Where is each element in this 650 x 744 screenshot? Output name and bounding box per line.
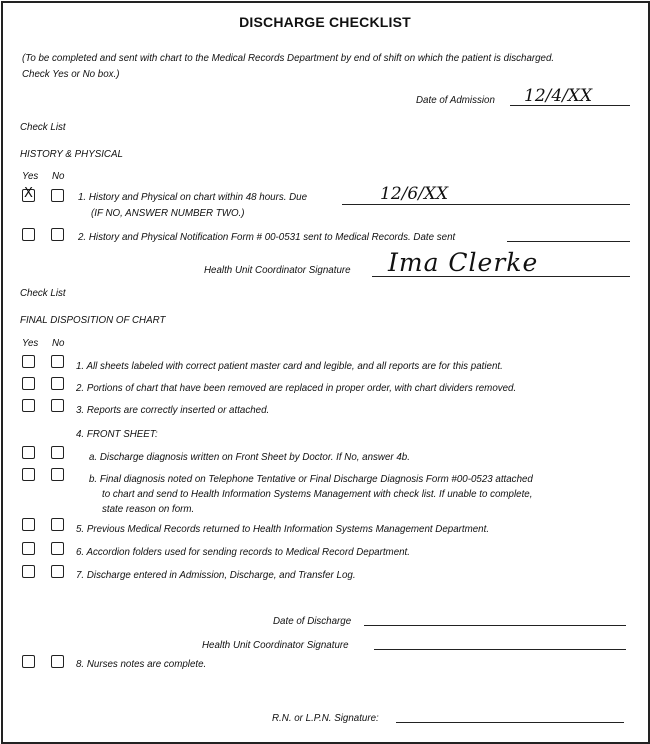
rn-signature-label: R.N. or L.P.N. Signature: bbox=[272, 712, 379, 724]
fd-hu-signature-label: Health Unit Coordinator Signature bbox=[202, 639, 349, 651]
hp-item1-text: 1. History and Physical on chart within 48 hours. Due bbox=[78, 191, 308, 203]
hp-signature-value: Ima Clerke bbox=[388, 248, 539, 277]
fd-item4a-yes-checkbox[interactable] bbox=[22, 446, 35, 459]
fd-item4b-yes-checkbox[interactable] bbox=[22, 468, 35, 481]
fd-item3-yes-checkbox[interactable] bbox=[22, 399, 35, 412]
date-of-admission-value: 12/4/XX bbox=[524, 86, 593, 106]
fd-item1-no-checkbox[interactable] bbox=[51, 355, 64, 368]
fd-item7-yes-checkbox[interactable] bbox=[22, 565, 35, 578]
final-disposition-heading: FINAL DISPOSITION OF CHART bbox=[20, 314, 166, 326]
hp-item1-no-checkbox[interactable] bbox=[51, 189, 64, 202]
hp-item1-due-field[interactable] bbox=[342, 204, 630, 205]
fd-item4-heading: 4. FRONT SHEET: bbox=[76, 428, 158, 440]
fd-yes-column-label: Yes bbox=[22, 337, 39, 349]
fd-item3-text: 3. Reports are correctly inserted or attached. bbox=[76, 404, 270, 416]
hp-item2-yes-checkbox[interactable] bbox=[22, 228, 35, 241]
fd-item4b-text-line-3: state reason on form. bbox=[102, 503, 195, 515]
hp-item1-yes-checkbox[interactable] bbox=[22, 186, 35, 202]
fd-item6-text: 6. Accordion folders used for sending records to Medical Record Department. bbox=[76, 546, 410, 558]
fd-item6-no-checkbox[interactable] bbox=[51, 542, 64, 555]
fd-item4b-no-checkbox[interactable] bbox=[51, 468, 64, 481]
fd-item2-yes-checkbox[interactable] bbox=[22, 377, 35, 390]
date-of-discharge-label: Date of Discharge bbox=[273, 615, 352, 627]
fd-item2-text: 2. Portions of chart that have been removed are replaced in proper order, with chart dividers removed. bbox=[76, 382, 517, 394]
rn-signature-field[interactable] bbox=[396, 722, 624, 723]
check-mark-icon: X bbox=[24, 186, 33, 201]
hp-item1-note: (IF NO, ANSWER NUMBER TWO.) bbox=[91, 207, 245, 219]
hp-item1-due-value: 12/6/XX bbox=[380, 184, 449, 204]
fd-item1-yes-checkbox[interactable] bbox=[22, 355, 35, 368]
fd-item8-text: 8. Nurses notes are complete. bbox=[76, 658, 207, 670]
date-of-admission-label: Date of Admission bbox=[416, 94, 495, 106]
check-list-label-2: Check List bbox=[20, 287, 66, 299]
fd-item4a-no-checkbox[interactable] bbox=[51, 446, 64, 459]
fd-item3-no-checkbox[interactable] bbox=[51, 399, 64, 412]
fd-item7-text: 7. Discharge entered in Admission, Discharge, and Transfer Log. bbox=[76, 569, 356, 581]
hp-item2-no-checkbox[interactable] bbox=[51, 228, 64, 241]
fd-item4a-text: a. Discharge diagnosis written on Front Sheet by Doctor. If No, answer 4b. bbox=[89, 451, 410, 463]
fd-item5-no-checkbox[interactable] bbox=[51, 518, 64, 531]
instructions-line-2: Check Yes or No box.) bbox=[22, 68, 120, 80]
fd-no-column-label: No bbox=[52, 337, 65, 349]
form-title: DISCHARGE CHECKLIST bbox=[239, 14, 411, 30]
fd-item5-text: 5. Previous Medical Records returned to Health Information Systems Management Department. bbox=[76, 523, 490, 535]
fd-item8-yes-checkbox[interactable] bbox=[22, 655, 35, 668]
fd-hu-signature-field[interactable] bbox=[374, 649, 626, 650]
fd-item2-no-checkbox[interactable] bbox=[51, 377, 64, 390]
fd-item7-no-checkbox[interactable] bbox=[51, 565, 64, 578]
fd-item8-no-checkbox[interactable] bbox=[51, 655, 64, 668]
hp-signature-label: Health Unit Coordinator Signature bbox=[204, 264, 351, 276]
fd-item5-yes-checkbox[interactable] bbox=[22, 518, 35, 531]
fd-item1-text: 1. All sheets labeled with correct patient master card and legible, and all reports are for this patient. bbox=[76, 360, 503, 372]
date-of-discharge-field[interactable] bbox=[364, 625, 626, 626]
hp-item2-text: 2. History and Physical Notification Form # 00-0531 sent to Medical Records. Date sent bbox=[78, 231, 456, 243]
form-border bbox=[1, 1, 650, 744]
history-physical-heading: HISTORY & PHYSICAL bbox=[20, 148, 123, 160]
fd-item4b-text-line-2: to chart and send to Health Information Systems Management with check list. If unable to complete, bbox=[102, 488, 533, 500]
yes-column-label: Yes bbox=[22, 170, 39, 182]
check-list-label-1: Check List bbox=[20, 121, 66, 133]
no-column-label: No bbox=[52, 170, 65, 182]
fd-item6-yes-checkbox[interactable] bbox=[22, 542, 35, 555]
fd-item4b-text-line-1: b. Final diagnosis noted on Telephone Tentative or Final Discharge Diagnosis Form #00-0523 attached bbox=[89, 473, 533, 485]
instructions-line-1: (To be completed and sent with chart to the Medical Records Department by end of shift on which the patient is discharged. bbox=[22, 52, 555, 64]
hp-item2-date-sent-field[interactable] bbox=[507, 241, 630, 242]
